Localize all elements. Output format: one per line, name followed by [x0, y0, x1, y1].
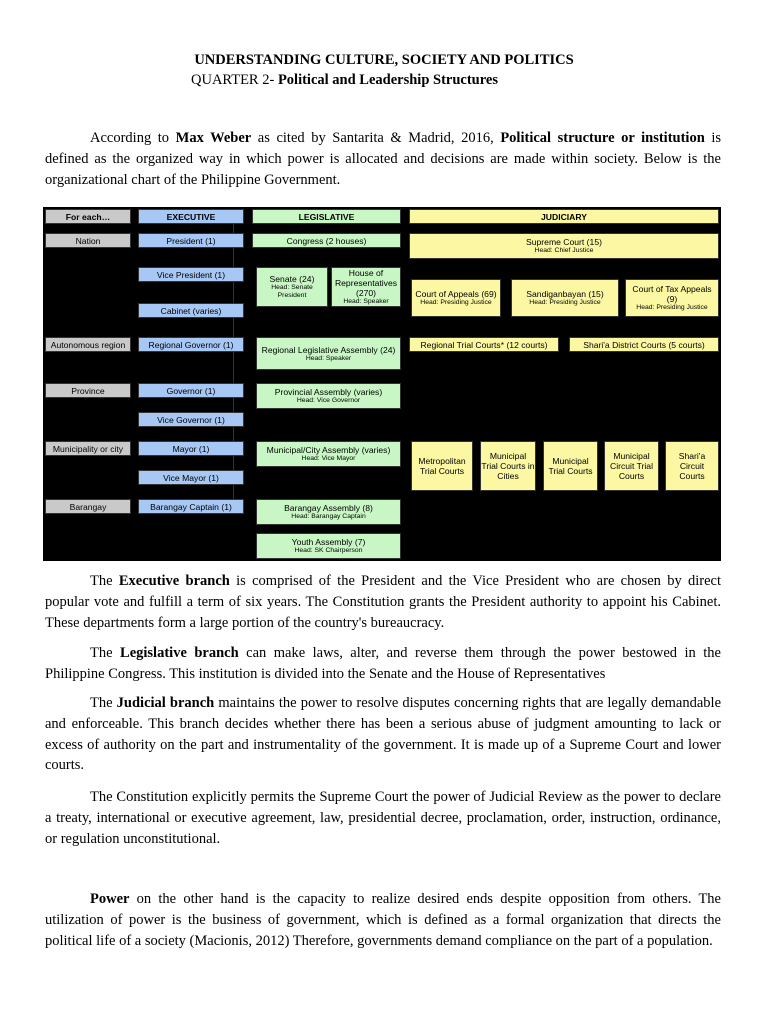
cabinet-box: Cabinet (varies)	[138, 303, 244, 318]
president-box: President (1)	[138, 233, 244, 248]
regional-governor-box: Regional Governor (1)	[138, 337, 244, 352]
regional-legislative-assembly-box: Regional Legislative Assembly (24) Head: Speaker	[256, 337, 401, 370]
vice-president-box: Vice President (1)	[138, 267, 244, 282]
sharia-circuit-courts-box: Shari'a Circuit Courts	[665, 441, 719, 491]
judicial-review-paragraph: The Constitution explicitly permits the Supreme Court the power of Judicial Review as the power to declare a treaty, international or executive agreement, law, presidential decree, proclamation, order, instruction, ordinance, or regulation unconstitutional.	[45, 789, 721, 847]
barangay-captain-box: Barangay Captain (1)	[138, 499, 244, 514]
header-legislative: LEGISLATIVE	[252, 209, 401, 224]
level-municipality: Municipality or city	[45, 441, 131, 456]
senate-box: Senate (24) Head: Senate President	[256, 267, 328, 307]
document-subtitle	[191, 72, 498, 89]
header-executive: EXECUTIVE	[138, 209, 244, 224]
provincial-assembly-box: Provincial Assembly (varies) Head: Vice Governor	[256, 383, 401, 409]
header-for-each: For each…	[45, 209, 131, 224]
vice-mayor-box: Vice Mayor (1)	[138, 470, 244, 485]
regional-trial-courts-box: Regional Trial Courts* (12 courts)	[409, 337, 559, 352]
subtitle-bold: Political and Leadership Structures	[277, 72, 498, 88]
subtitle-prefix: QUARTER 2-	[191, 72, 275, 88]
governor-box: Governor (1)	[138, 383, 244, 398]
legislative-paragraph: The Legislative branch can make laws, alter, and reverse them through the power bestowed in the Philippine Congress. This institution is divided into the Senate and the House of Representatives	[45, 645, 721, 682]
metropolitan-trial-courts-box: Metropolitan Trial Courts	[411, 441, 473, 491]
document-title: UNDERSTANDING CULTURE, SOCIETY AND POLITICS	[194, 52, 574, 68]
header-judiciary: JUDICIARY	[409, 209, 719, 224]
municipal-circuit-trial-courts-box: Municipal Circuit Trial Courts	[604, 441, 659, 491]
level-nation: Nation	[45, 233, 131, 248]
court-of-appeals-box: Court of Appeals (69) Head: Presiding Justice	[411, 279, 501, 317]
barangay-assembly-box: Barangay Assembly (8) Head: Barangay Captain	[256, 499, 401, 525]
power-paragraph: Power on the other hand is the capacity to realize desired ends despite opposition from others. The utilization of power is the business of government, which is defined as a formal organization that directs the political life of a society (Macionis, 2012) Therefore, governments demand compliance on the part of a population.	[45, 891, 721, 949]
supreme-court-box: Supreme Court (15) Head: Chief Justice	[409, 233, 719, 259]
youth-assembly-box: Youth Assembly (7) Head: SK Chairperson	[256, 533, 401, 559]
court-of-tax-appeals-box: Court of Tax Appeals (9) Head: Presiding Justice	[625, 279, 719, 317]
government-org-chart	[43, 207, 721, 561]
municipal-trial-courts-box: Municipal Trial Courts	[543, 441, 598, 491]
level-province: Province	[45, 383, 131, 398]
mayor-box: Mayor (1)	[138, 441, 244, 456]
judicial-paragraph: The Judicial branch maintains the power to resolve disputes concerning rights that are legally demandable and enforceable. This branch decides whether there has been a serious abuse of judgment amounting to lack or excess of authority on the part and instrumentality of the government. It is made up of a Supreme Court and lower courts.	[45, 695, 722, 774]
intro-paragraph: According to Max Weber as cited by Santarita & Madrid, 2016, Political structure or institution is defined as the organized way in which power is allocated and decisions are made within society. Below is the organizational chart of the Philippine Government.	[45, 130, 722, 188]
level-autonomous-region: Autonomous region	[45, 337, 131, 352]
executive-paragraph: The Executive branch is comprised of the President and the Vice President who are chosen by direct popular vote and fulfill a term of six years. The Constitution grants the President authority to appoint his Cabinet. These departments form a large portion of the country's bureaucracy.	[45, 573, 722, 631]
level-barangay: Barangay	[45, 499, 131, 514]
sandiganbayan-box: Sandiganbayan (15) Head: Presiding Justice	[511, 279, 619, 317]
house-box: House of Representatives (270) Head: Speaker	[331, 267, 401, 307]
municipal-assembly-box: Municipal/City Assembly (varies) Head: Vice Mayor	[256, 441, 401, 467]
municipal-trial-courts-cities-box: Municipal Trial Courts in Cities	[480, 441, 536, 491]
executive-connector-line	[233, 217, 234, 503]
sharia-district-courts-box: Shari'a District Courts (5 courts)	[569, 337, 719, 352]
congress-box: Congress (2 houses)	[252, 233, 401, 248]
vice-governor-box: Vice Governor (1)	[138, 412, 244, 427]
